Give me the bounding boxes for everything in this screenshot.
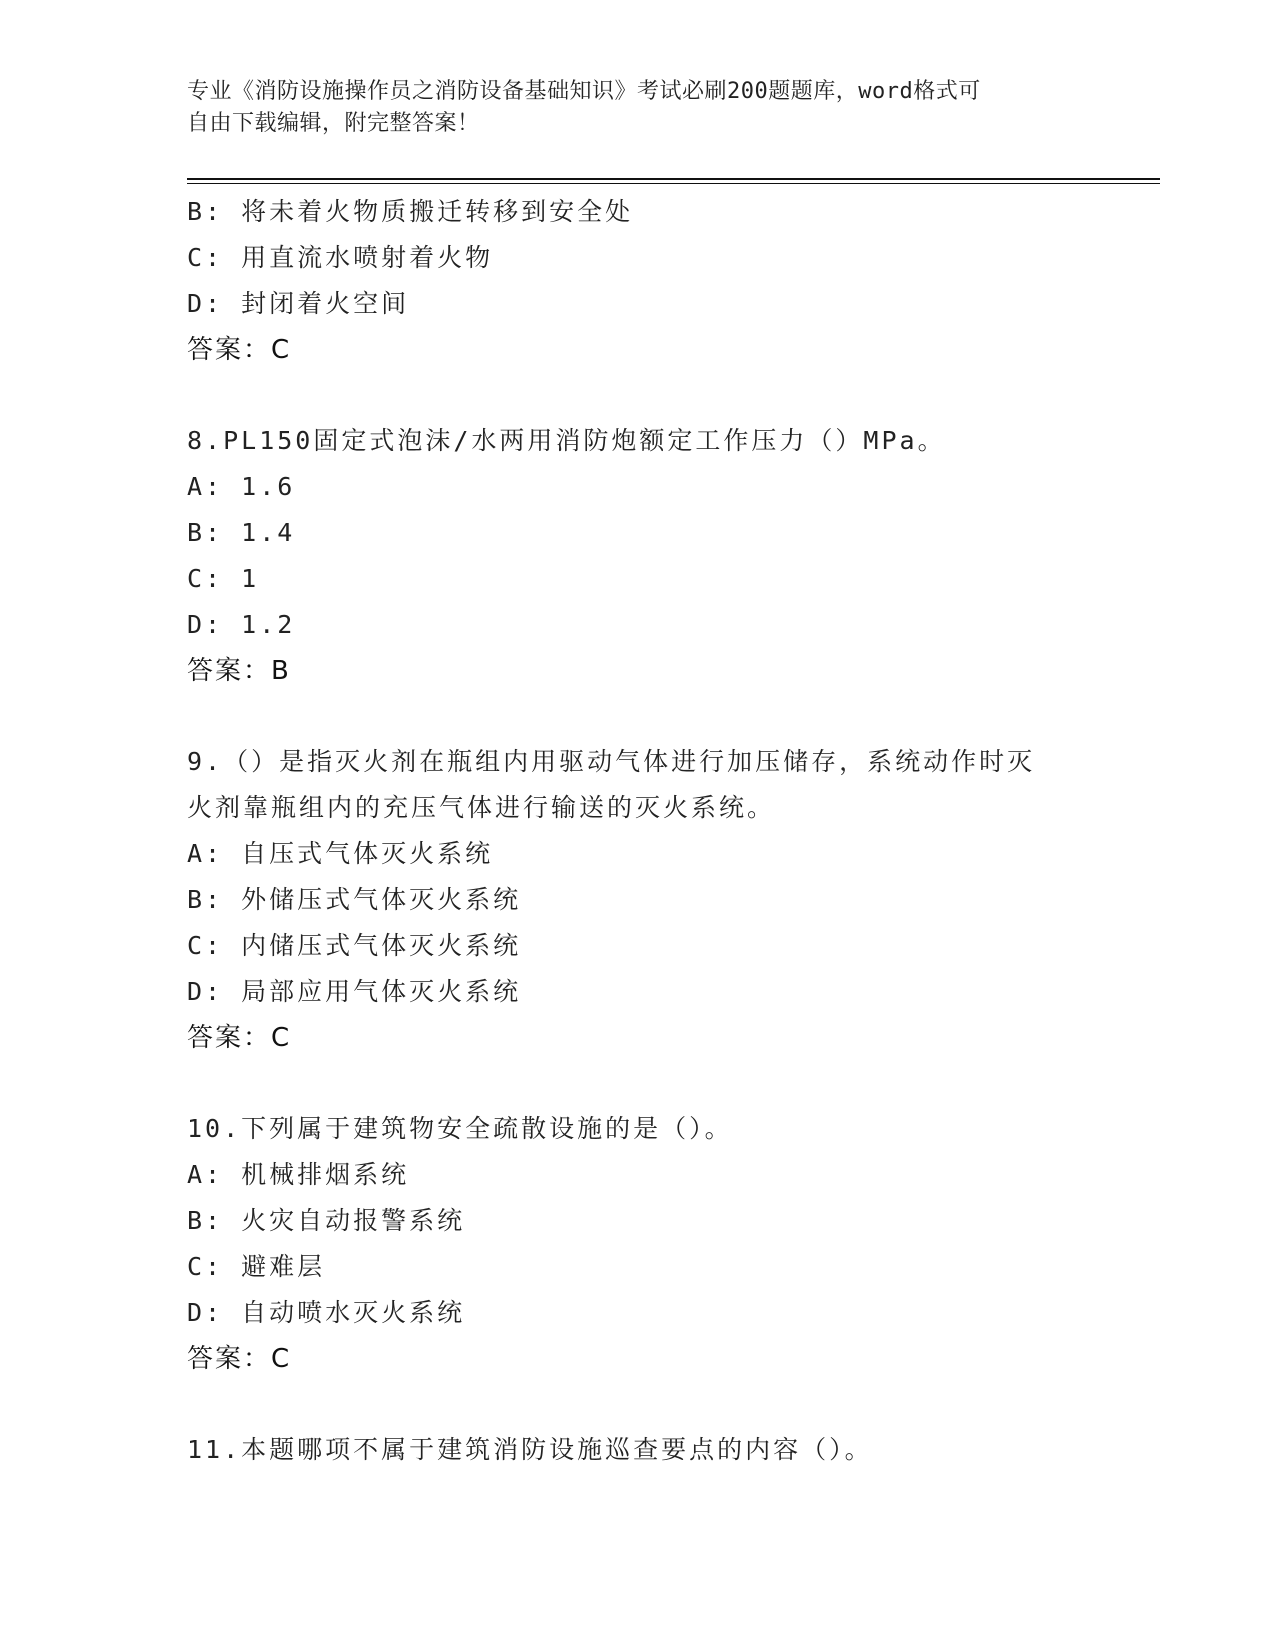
question-7-continued xyxy=(187,189,1087,373)
option-c: C: 1 xyxy=(187,564,260,593)
header-rule-thin xyxy=(187,183,1160,184)
header-rule-thick xyxy=(187,178,1160,180)
document-header xyxy=(187,76,1087,140)
option-d: D: 自动喷水灭火系统 xyxy=(187,1298,466,1327)
option-c: C: 用直流水喷射着火物 xyxy=(187,243,494,272)
spacer xyxy=(187,1382,1087,1427)
option-b: B: 将未着火物质搬迁转移到安全处 xyxy=(187,197,634,226)
answer: 答案：C xyxy=(187,335,292,365)
question-10 xyxy=(187,1106,1087,1382)
question-text: 10.下列属于建筑物安全疏散设施的是（）。 xyxy=(187,1114,733,1143)
spacer xyxy=(187,1061,1087,1106)
question-11 xyxy=(187,1427,1087,1473)
option-b: B: 火灾自动报警系统 xyxy=(187,1206,466,1235)
question-text-line-2: 火剂靠瓶组内的充压气体进行输送的灭火系统。 xyxy=(187,793,776,822)
header-line-2: 自由下载编辑，附完整答案！ xyxy=(187,111,480,136)
question-text: 11.本题哪项不属于建筑消防设施巡查要点的内容（）。 xyxy=(187,1435,873,1464)
answer: 答案：C xyxy=(187,1023,292,1053)
option-a: A: 机械排烟系统 xyxy=(187,1160,410,1189)
question-list xyxy=(187,189,1087,1473)
option-c: C: 内储压式气体灭火系统 xyxy=(187,931,522,960)
option-b: B: 外储压式气体灭火系统 xyxy=(187,885,522,914)
question-8 xyxy=(187,418,1087,694)
option-c: C: 避难层 xyxy=(187,1252,326,1281)
answer: 答案：B xyxy=(187,656,291,686)
spacer xyxy=(187,694,1087,739)
option-b: B: 1.4 xyxy=(187,518,296,547)
question-text-line-1: 9.（）是指灭火剂在瓶组内用驱动气体进行加压储存，系统动作时灭 xyxy=(187,747,1036,776)
option-d: D: 局部应用气体灭火系统 xyxy=(187,977,522,1006)
question-text: 8.PL150固定式泡沫/水两用消防炮额定工作压力（）MPa。 xyxy=(187,426,946,455)
answer: 答案：C xyxy=(187,1344,292,1374)
option-a: A: 1.6 xyxy=(187,472,296,501)
option-d: D: 封闭着火空间 xyxy=(187,289,410,318)
question-9 xyxy=(187,739,1087,1061)
option-d: D: 1.2 xyxy=(187,610,296,639)
spacer xyxy=(187,373,1087,418)
header-line-1: 专业《消防设施操作员之消防设备基础知识》考试必刷200题题库，word格式可 xyxy=(187,79,981,104)
option-a: A: 自压式气体灭火系统 xyxy=(187,839,494,868)
